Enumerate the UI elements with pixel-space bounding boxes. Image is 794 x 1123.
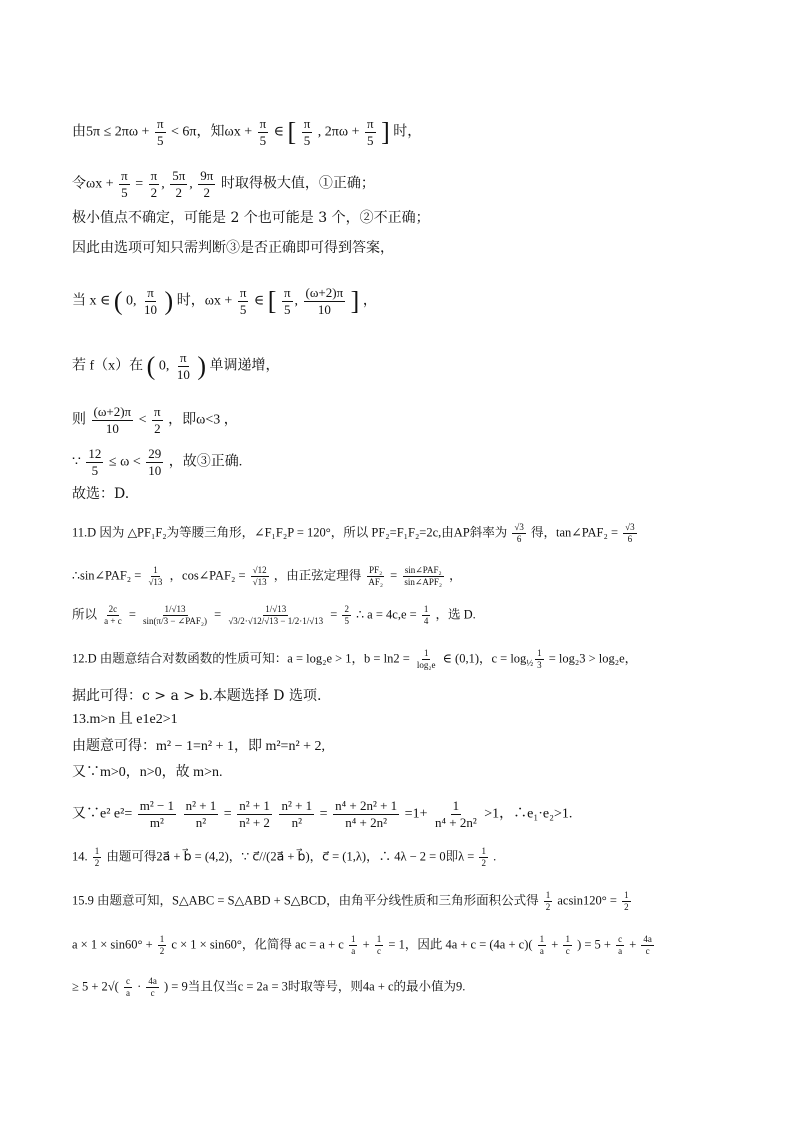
text: = — [214, 607, 225, 622]
fraction: $\frac{\text{sin∠PAF₂}}{\text{sin∠APF₂}}$ — [404, 565, 443, 587]
text: ∈ — [253, 293, 268, 309]
fraction: $\frac{1}{3}$ — [537, 648, 542, 670]
solution-line-2: 令ωx + $\frac{\pi}{5}$ = $\frac{\pi}{2}$ , $\frac{5\pi}{2}$ , $\frac{9\pi}{2}$ 时取得极大值，①正确； — [72, 168, 375, 200]
text: = 1，因此 4a + c = (4a + c)( — [388, 937, 533, 952]
fraction: $\frac{5\pi}{2}$ — [172, 168, 186, 200]
text: ) = 5 + — [577, 937, 615, 952]
text: 0, — [158, 358, 173, 374]
fraction: $\frac{9\pi}{2}$ — [200, 168, 214, 200]
fraction: $\frac{4a}{c}$ — [643, 934, 652, 956]
text: = — [128, 607, 140, 622]
fraction: $\frac{1}{2}$ — [481, 846, 486, 868]
fraction: $\frac{\pi}{2}$ — [154, 404, 161, 436]
text: ≤ ω < — [108, 454, 145, 470]
text: 时，ωx + — [176, 293, 236, 309]
fraction: $\frac{1}{\text{n⁴ + 2n²}}$ — [434, 798, 477, 830]
fraction: $\frac{\pi}{5}$ — [239, 285, 247, 317]
text: 12.D 由题意结合对数函数的性质可知：a = log₂e > 1，b = ln2 = — [72, 651, 413, 666]
answer-15-line-3 — [72, 976, 465, 999]
text: = — [135, 176, 147, 192]
fraction: $\frac{\text{n² + 1}}{\text{n² + 2}}$ — [239, 798, 270, 830]
fraction: $\frac{4a}{c}$ — [148, 976, 157, 998]
fraction: $\frac{\pi}{5}$ — [303, 116, 311, 148]
fraction: $\frac{1}{2}$ — [159, 934, 165, 956]
text: acsin120° = — [557, 893, 621, 908]
text: 时取得极大值，①正确； — [220, 176, 375, 192]
text: 若 f（x）在 — [72, 358, 144, 374]
text: ) = 9当且仅当c = 2a = 3时取等号，则4a + c的最小值为9. — [163, 979, 466, 994]
text: a × 1 × sin60° + — [72, 937, 156, 952]
text: < 6π，知ωx + — [171, 124, 256, 140]
text: ， — [449, 568, 462, 583]
fraction: $\frac{\pi}{5}$ — [156, 116, 164, 148]
text: ，故③正确. — [168, 454, 243, 470]
fraction: $\frac{1}{4}$ — [423, 604, 429, 626]
left-bracket: [ — [267, 286, 277, 316]
fraction: $\frac{(\omega+2)\pi}{10}$ — [305, 285, 344, 317]
right-paren: ) — [164, 286, 174, 316]
fraction: $\frac{1}{2}$ — [624, 890, 629, 912]
answer-12-line-2: 据此可得：c > a > b.本题选择 D 选项. — [72, 688, 322, 704]
text: 11.D 因为 △PF₁F₂为等腰三角形，∠F₁F₂P = 120°，所以 PF₂=F₁F₂=2c,由AP斜率为 — [72, 525, 508, 540]
answer-11-line-1 — [72, 522, 639, 545]
text: = — [223, 806, 232, 822]
fraction: $\frac{c}{a}$ — [125, 976, 130, 998]
fraction: $\frac{1}{\text{log₂e}}$ — [416, 648, 436, 670]
fraction: $\frac{\pi}{5}$ — [121, 168, 128, 200]
fraction: $\frac{\text{PF₂}}{\text{AF₂}}$ — [368, 565, 383, 587]
fraction: $\frac{2}{5}$ — [344, 604, 349, 626]
fraction: $\frac{\pi}{5}$ — [259, 116, 267, 148]
solution-line-6 — [72, 350, 280, 383]
right-bracket: ] — [350, 286, 360, 316]
fraction: $\frac{29}{10}$ — [148, 446, 162, 478]
solution-line-7 — [72, 404, 238, 437]
text: + — [362, 937, 373, 952]
log-base: ½ — [526, 657, 534, 668]
text: . — [493, 849, 497, 864]
solution-line-8 — [72, 446, 242, 479]
fraction: $\frac{\pi}{10}$ — [144, 285, 158, 317]
fraction: $\frac{1}{a}$ — [539, 934, 545, 956]
answer-13-line-3: 又∵m>0，n>0，故 m>n. — [72, 765, 223, 780]
text: < — [138, 412, 151, 428]
answer-11-line-3 — [72, 604, 476, 627]
text: ， — [362, 293, 377, 309]
text: = — [390, 568, 401, 583]
fraction: $\frac{\pi}{5}$ — [366, 116, 374, 148]
text: ，由正弦定理得 — [273, 568, 362, 583]
left-paren: ( — [146, 351, 156, 381]
fraction: $\frac{1}{c}$ — [565, 934, 570, 956]
text: ∵ — [72, 454, 85, 470]
text: 时， — [393, 124, 422, 140]
text: 0, — [126, 293, 141, 309]
fraction: $\frac{√3}{6}$ — [514, 522, 524, 544]
text: = log₂3 > log₂e， — [545, 651, 638, 666]
solution-line-9: 故选：D. — [72, 486, 130, 502]
text: 由5π ≤ 2πω + — [72, 124, 153, 140]
text: ，选 D. — [435, 607, 476, 622]
text: 得，tan∠PAF₂ = — [530, 525, 622, 540]
text: 单调递增， — [209, 358, 280, 374]
fraction: $\frac{\text{n² + 1}}{\text{n²}}$ — [281, 798, 313, 830]
text: 14. — [72, 849, 88, 864]
text: ，cos∠PAF₂ = — [169, 568, 249, 583]
fraction: $\frac{1}{√13}$ — [148, 565, 163, 587]
solution-line-4: 因此由选项可知只需判断③是否正确即可得到答案， — [72, 240, 394, 256]
fraction: $\frac{\text{n⁴ + 2n² + 1}}{\text{n⁴ + 2n²}}$ — [335, 798, 398, 830]
text: 又∵e² e²= — [72, 806, 133, 822]
text: · — [137, 979, 145, 994]
text: + — [629, 937, 640, 952]
answer-14-line-1 — [72, 846, 496, 869]
fraction: $\frac{1}{c}$ — [376, 934, 382, 956]
answer-13-line-1: 13.m>n 且 e1e2>1 — [72, 712, 178, 727]
text: ∴ a = 4c,e = — [356, 607, 420, 622]
fraction: $\frac{\pi}{10}$ — [176, 350, 190, 382]
right-bracket: ] — [381, 117, 390, 147]
fraction: $\frac{c}{a}$ — [618, 934, 623, 956]
right-paren: ) — [197, 351, 207, 381]
text: 由题可得2a⃗ + b⃗ = (4,2)，∵ c⃗//(2a⃗ + b⃗)，c⃗ = (1,λ)，∴ 4λ − 2 = 0即λ = — [106, 849, 478, 864]
fraction: $\frac{1}{a}$ — [350, 934, 356, 956]
solution-line-3: 极小值点不确定，可能是 2 个也可能是 3 个，②不正确； — [72, 210, 430, 226]
text: 所以 — [72, 607, 98, 622]
text: , 2πω + — [317, 124, 363, 140]
fraction: $\frac{\pi}{5}$ — [283, 285, 291, 317]
fraction: $\frac{1/√13}{√3/2\cdot√12/√13 - 1/2\cdot 1/√13}$ — [228, 604, 324, 626]
text: 15.9 由题意可知，S△ABC = S△ABD + S△BCD，由角平分线性质和三角形面积公式得 — [72, 893, 539, 908]
left-paren: ( — [113, 286, 123, 316]
answer-12-line-1 — [72, 648, 637, 673]
text: ∴sin∠PAF₂ = — [72, 568, 145, 583]
fraction: $\frac{\pi}{2}$ — [150, 168, 158, 200]
text: = — [330, 607, 341, 622]
text: c × 1 × sin60°，化简得 ac = a + c — [171, 937, 344, 952]
fraction: $\frac{√3}{6}$ — [625, 522, 635, 544]
answer-15-line-1 — [72, 890, 633, 913]
text: ，即ω<3 ， — [168, 412, 238, 428]
fraction: $\frac{1}{2}$ — [94, 846, 100, 868]
answer-15-line-2 — [72, 934, 656, 957]
fraction: $\frac{(\omega+2)\pi}{10}$ — [93, 404, 132, 436]
answer-11-line-2 — [72, 565, 462, 588]
fraction: $\frac{1/√13}{\text{sin(π/3 − ∠PAF₂)}}$ — [143, 604, 208, 626]
fraction: $\frac{\text{n² + 1}}{\text{n²}}$ — [185, 798, 217, 830]
text: =1+ — [404, 806, 428, 822]
text: ∈ (0,1)，c = log — [442, 651, 527, 666]
solution-line-1 — [72, 116, 421, 149]
fraction: $\frac{12}{5}$ — [88, 446, 102, 478]
solution-line-5: 当 x ∈ ( 0, $\frac{\pi}{10}$ ) 时，ωx + $\frac{\pi}{5}$ ∈ [ $\frac{\pi}{5}$ , $\frac{(\omega+2)\pi}{10}$ ] ， — [72, 285, 377, 317]
fraction: $\frac{2c}{a + c}$ — [104, 604, 122, 626]
answer-13-line-4 — [72, 798, 572, 831]
fraction: $\frac{\text{m² − 1}}{\text{m²}}$ — [139, 798, 175, 830]
text: 当 x ∈ — [72, 293, 114, 309]
fraction: $\frac{1}{2}$ — [545, 890, 551, 912]
text: = — [319, 806, 328, 822]
text: 令ωx + — [72, 176, 118, 192]
left-bracket: [ — [287, 117, 297, 147]
text: ≥ 5 + 2√( — [72, 979, 119, 994]
text: + — [551, 937, 562, 952]
text: 则 — [72, 412, 86, 428]
text: ∈ — [273, 124, 288, 140]
text: >1，∴e₁·e₂>1. — [484, 806, 573, 822]
answer-13-line-2: 由题意可得：m² − 1=n² + 1，即 m²=n² + 2, — [72, 739, 326, 754]
fraction: $\frac{√12}{√13}$ — [252, 565, 267, 587]
